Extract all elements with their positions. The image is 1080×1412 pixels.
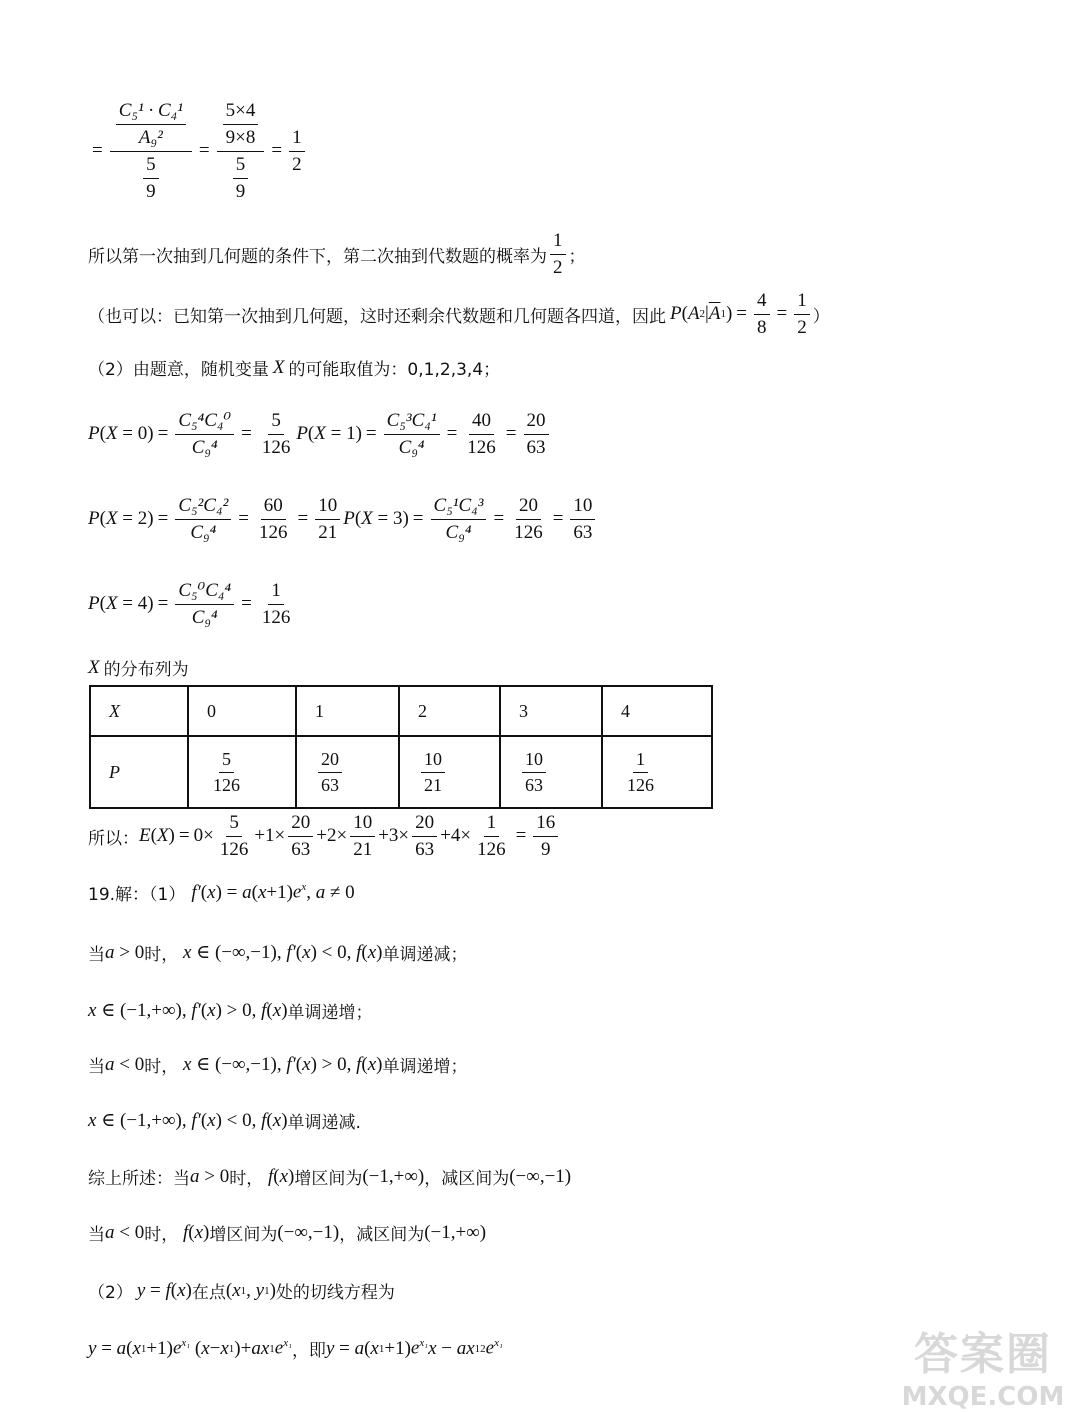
summary-line-2: 当 a < 0 时， f ( x ) 增区间为 (−∞,−1) ， 减区间为 (−1,+∞) <box>88 1221 487 1245</box>
table-row <box>90 736 712 808</box>
table-cell: P <box>90 736 188 808</box>
table-cell: X <box>90 686 188 736</box>
table-cell: $\frac{1}{126}$ <box>602 736 712 808</box>
prob-x0-x1: P ( X = 0) = $\frac{\text{C₅⁴C₄⁰}}{\text{C₉⁴}}$ = $\frac{5}{126}$ P ( X = 1) = $\frac{\text{C₅³C₄¹}}{\text{C₉⁴}}$ = $\frac{40}{126}$ = $\frac{20}{63}$ <box>88 410 552 459</box>
dist-title: X 的分布列为 <box>88 656 189 680</box>
table-cell: $\frac{20}{63}$ <box>296 736 399 808</box>
case-a-neg-1: 当 a < 0 时， x ∈ (−∞,−1), f′ ( x ) > 0, f ( x ) 单调递增； <box>88 1053 468 1077</box>
table-cell: $\frac{10}{21}$ <box>399 736 500 808</box>
case-a-neg-2: x ∈ (−1,+∞), f′ ( x ) < 0, f ( x ) 单调递减. <box>88 1109 361 1133</box>
tangent-equation: y = a ( x 1 +1) $e^{x_1}$ ( x − x 1 )+ ax 1 $e^{x_1}$ ，即 y = a ( x 1 +1) $e^{x_1}$ x − ax 1 2 $e^{x_1}$ <box>88 1337 503 1361</box>
big-fraction-2: $\frac{\frac{5\times 4}{9\times 8}}{\frac{5}{9}}$ <box>217 100 265 202</box>
table-cell: $\frac{10}{63}$ <box>500 736 602 808</box>
table-cell: 3 <box>500 686 602 736</box>
part2-tangent: （2） y = f ( x ) 在点 ( x 1 , y 1 ) 处的切线方程为 <box>88 1279 395 1303</box>
summary-line-1: 综上所述：当 a > 0 时， f ( x ) 增区间为 (−1,+∞) ， 减区间为 (−∞,−1) <box>88 1165 572 1189</box>
watermark-logo: 答案圈 MXQE.COM <box>901 1329 1065 1412</box>
table-cell: $\frac{5}{126}$ <box>188 736 296 808</box>
compound-fraction: = $\frac{\frac{\text{C₅¹ · C₄¹}}{\text{A₉²}}}{\frac{5}{9}}$ = $\frac{\frac{5\times 4}{9\times 8}}{\frac{5}{9}}$ = $\frac{1}{2}$ <box>88 100 308 202</box>
conclusion-line: 所以第一次抽到几何题的条件下，第二次抽到代数题的概率为 $\frac{1}{2}$ ； <box>88 230 586 278</box>
prob-x4: P ( X = 4) = $\frac{\text{C₅⁰C₄⁴}}{\text{C₉⁴}}$ = $\frac{1}{126}$ <box>88 580 291 628</box>
big-fraction-1: $\frac{\frac{\text{C₅¹ · C₄¹}}{\text{A₉²}}}{\frac{5}{9}}$ <box>110 100 192 202</box>
q19-line: 19.解：（1） f′ ( x ) = a ( x +1) $e^x$ , a ≠ 0 <box>88 881 355 905</box>
table-cell: 0 <box>188 686 296 736</box>
part2-line: （2）由题意，随机变量 X 的可能取值为：0,1,2,3,4； <box>88 356 501 380</box>
distribution-table <box>89 685 713 809</box>
result-fraction: $\frac{1}{2}$ <box>289 127 305 176</box>
prob-x2-x3: P ( X = 2) = $\frac{\text{C₅²C₄²}}{\text{C₉⁴}}$ = $\frac{60}{126}$ = $\frac{10}{21}$ P ( X = 3) = $\frac{\text{C₅¹C₄³}}{\text{C₉⁴}}$ = $\frac{20}{126}$ = $\frac{10}{63}$ <box>88 495 598 544</box>
alternative-line: （也可以：已知第一次抽到几何题，这时还剩余代数题和几何题各四道，因此 P ( A 2 | $\overline{A}$ 1 ) = $\frac{4}{8}$ = $\frac{1}{2}$ ） <box>88 290 830 338</box>
table-cell: 1 <box>296 686 399 736</box>
table-row <box>90 686 712 736</box>
table-cell: 4 <box>602 686 712 736</box>
expectation-line: 所以： E ( X ) = 0× $\frac{5}{126}$ +1× $\frac{20}{63}$ +2× $\frac{10}{21}$ +3× $\frac{20}{63}$ +4× $\frac{1}{126}$ = $\frac{16}{9}$ <box>88 812 561 861</box>
case-a-pos-1: 当 a > 0 时， x ∈ (−∞,−1), f′ ( x ) < 0, f ( x ) 单调递减； <box>88 941 468 965</box>
case-a-pos-2: x ∈ (−1,+∞), f′ ( x ) > 0, f ( x ) 单调递增； <box>88 999 373 1023</box>
table-cell: 2 <box>399 686 500 736</box>
